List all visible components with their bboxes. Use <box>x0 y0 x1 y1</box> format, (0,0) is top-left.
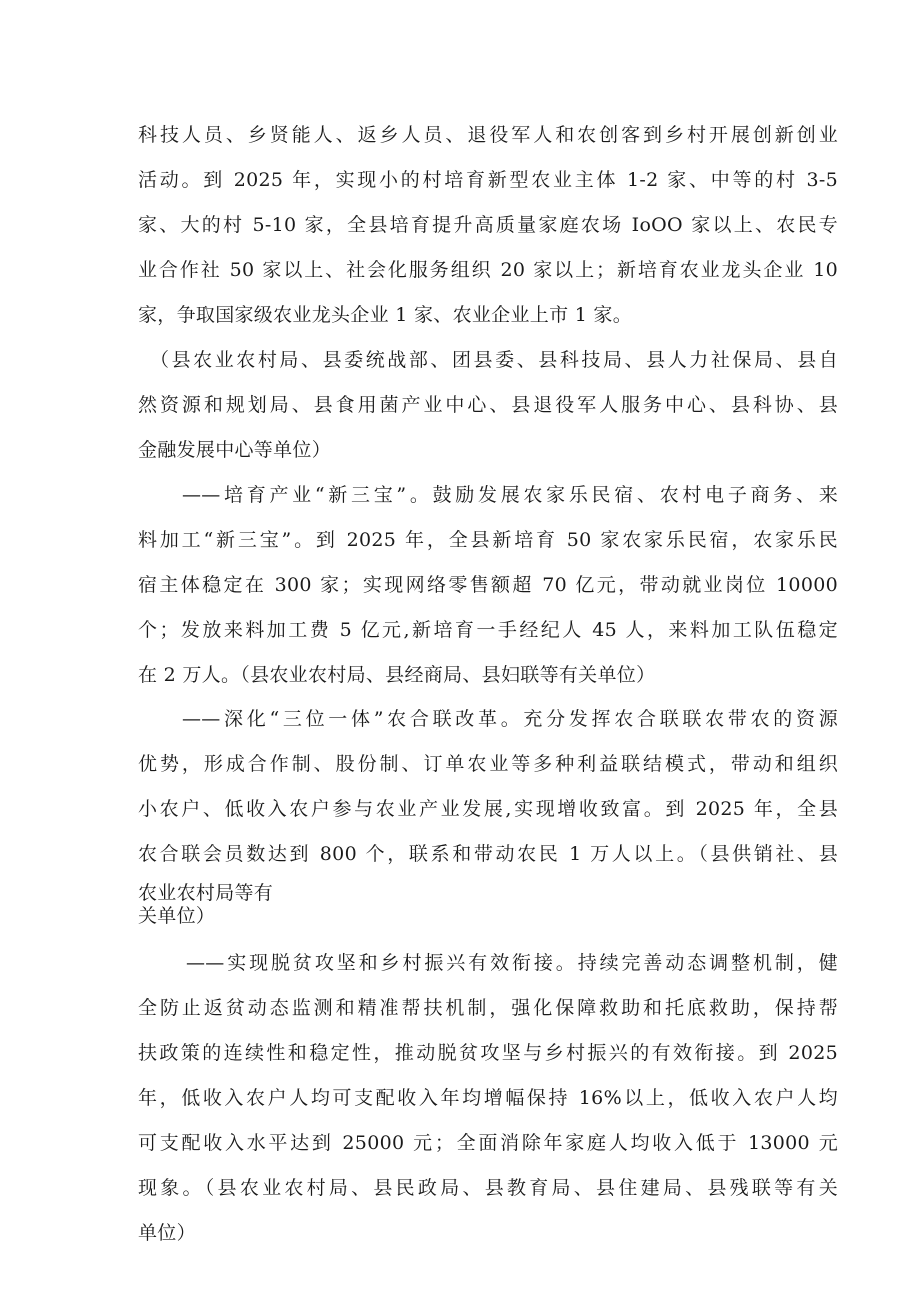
paragraph-line: 业合作社 50 家以上、社会化服务组织 20 家以上；新培育农业龙头企业 10 <box>138 259 838 281</box>
paragraph-line: 活动。到 2025 年，实现小的村培育新型农业主体 1-2 家、中等的村 3-5 <box>138 169 838 191</box>
paragraph-line: 家、大的村 5-10 家，全县培育提升高质量家庭农场 IoOO 家以上、农民专 <box>138 214 838 236</box>
paragraph-line: 金融发展中心等单位） <box>138 439 332 461</box>
paragraph-line: 关单位） <box>138 905 216 927</box>
paragraph-line: （县农业农村局、县委统战部、团县委、县科技局、县人力社保局、县自 <box>150 349 838 371</box>
paragraph-line: 全防止返贫动态监测和精准帮扶机制，强化保障救助和托底救助，保持帮 <box>138 997 838 1019</box>
paragraph-line: 家，争取国家级农业龙头企业 1 家、农业企业上市 1 家。 <box>138 304 633 326</box>
paragraph-line: 料加工“新三宝”。到 2025 年，全县新培育 50 家农家乐民宿，农家乐民 <box>138 529 838 551</box>
paragraph-line: 农合联会员数达到 800 个，联系和带动农民 1 万人以上。（县供销社、县 <box>138 843 838 865</box>
paragraph-line: ——实现脱贫攻坚和乡村振兴有效衔接。持续完善动态调整机制，健 <box>186 952 838 974</box>
paragraph-line: 可支配收入水平达到 25000 元；全面消除年家庭人均收入低于 13000 元 <box>138 1132 838 1154</box>
paragraph-line: 小农户、低收入农户参与农业产业发展,实现增收致富。到 2025 年，全县 <box>138 798 838 820</box>
paragraph-line: 个；发放来料加工费 5 亿元,新培育一手经纪人 45 人，来料加工队伍稳定 <box>138 619 838 641</box>
paragraph-line: 优势，形成合作制、股份制、订单农业等多种利益联结模式，带动和组织 <box>138 753 838 775</box>
paragraph-line: ——培育产业“新三宝”。鼓励发展农家乐民宿、农村电子商务、来 <box>182 484 838 506</box>
paragraph-line: 年，低收入农户人均可支配收入年均增幅保持 16%以上，低收入农户人均 <box>138 1087 838 1109</box>
paragraph-line: ——深化“三位一体”农合联改革。充分发挥农合联联农带农的资源 <box>182 708 838 730</box>
paragraph-line: 宿主体稳定在 300 家；实现网络零售额超 70 亿元，带动就业岗位 10000 <box>138 574 838 596</box>
paragraph-line: 在 2 万人。（县农业农村局、县经商局、县妇联等有关单位） <box>138 664 656 686</box>
paragraph-line: 科技人员、乡贤能人、返乡人员、退役军人和农创客到乡村开展创新创业 <box>138 124 838 146</box>
paragraph-line: 单位） <box>138 1222 196 1244</box>
paragraph-line: 现象。（县农业农村局、县民政局、县教育局、县住建局、县残联等有关 <box>138 1177 838 1199</box>
paragraph-line: 然资源和规划局、县食用菌产业中心、县退役军人服务中心、县科协、县 <box>138 394 838 416</box>
paragraph-line: 农业农村局等有 <box>138 882 274 904</box>
paragraph-line: 扶政策的连续性和稳定性，推动脱贫攻坚与乡村振兴的有效衔接。到 2025 <box>138 1042 838 1064</box>
